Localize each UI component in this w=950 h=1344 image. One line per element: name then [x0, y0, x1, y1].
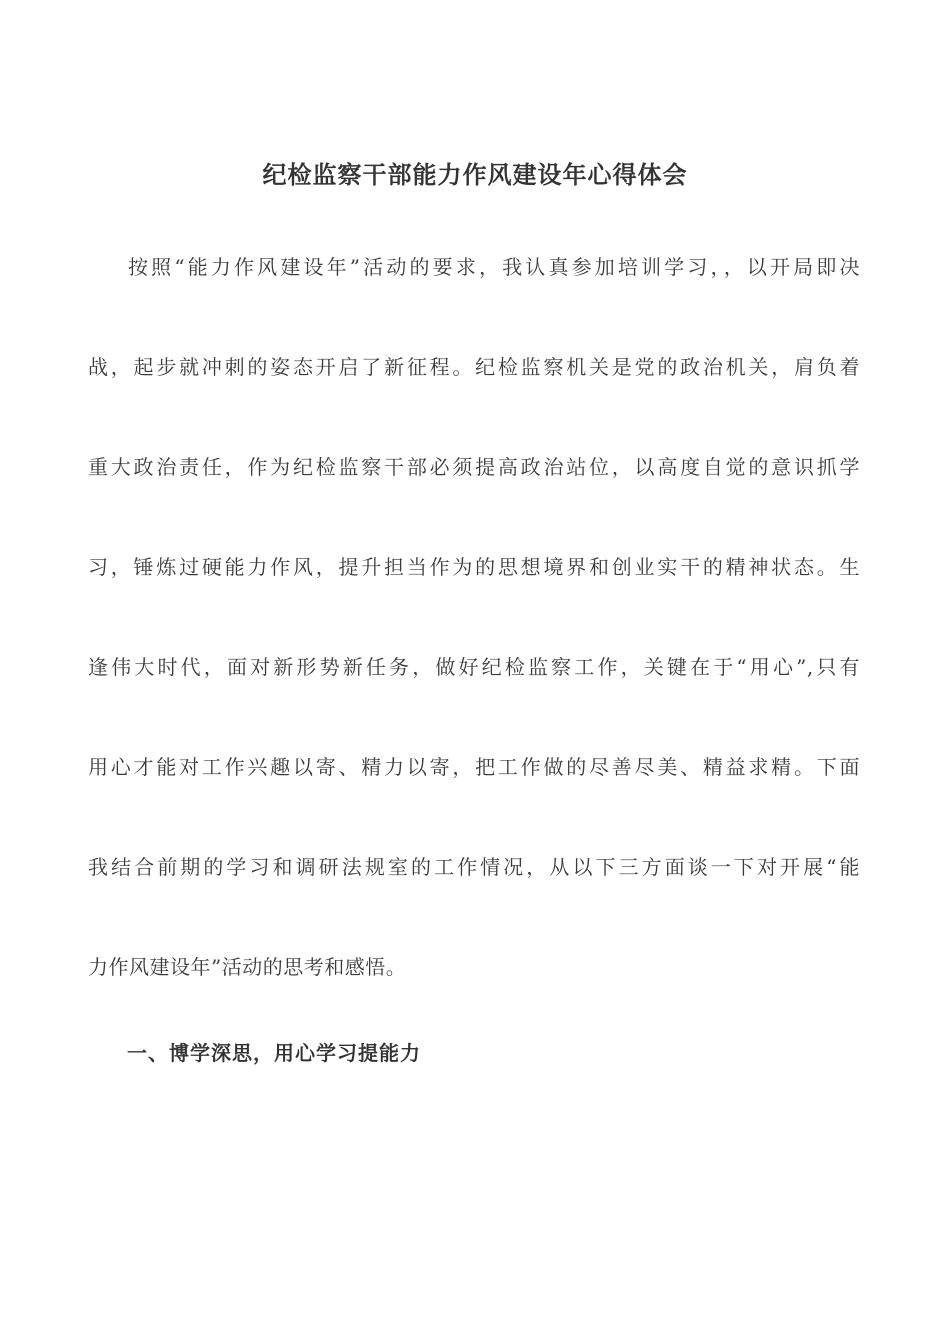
section-heading: 一、博学深思，用心学习提能力 — [127, 1041, 421, 1065]
paragraph-line: 我结合前期的学习和调研法规室的工作情况，从以下三方面谈一下对开展“能 — [88, 855, 860, 879]
paragraph-line: 习，锤炼过硬能力作风，提升担当作为的思想境界和创业实干的精神状态。生 — [88, 555, 860, 579]
paragraph-line: 逢伟大时代，面对新形势新任务，做好纪检监察工作，关键在于“用心”,只有 — [88, 655, 860, 679]
paragraph-line: 按照“能力作风建设年”活动的要求，我认真参加培训学习，，以开局即决 — [128, 255, 860, 279]
paragraph-line: 重大政治责任，作为纪检监察干部必须提高政治站位，以高度自觉的意识抓学 — [88, 455, 860, 479]
paragraph-line: 用心才能对工作兴趣以寄、精力以寄，把工作做的尽善尽美、精益求精。下面 — [88, 755, 860, 779]
paragraph-line: 力作风建设年”活动的思考和感悟。 — [88, 955, 407, 979]
paragraph-line: 战，起步就冲刺的姿态开启了新征程。纪检监察机关是党的政治机关，肩负着 — [88, 355, 860, 379]
document-title: 纪检监察干部能力作风建设年心得体会 — [262, 160, 688, 189]
